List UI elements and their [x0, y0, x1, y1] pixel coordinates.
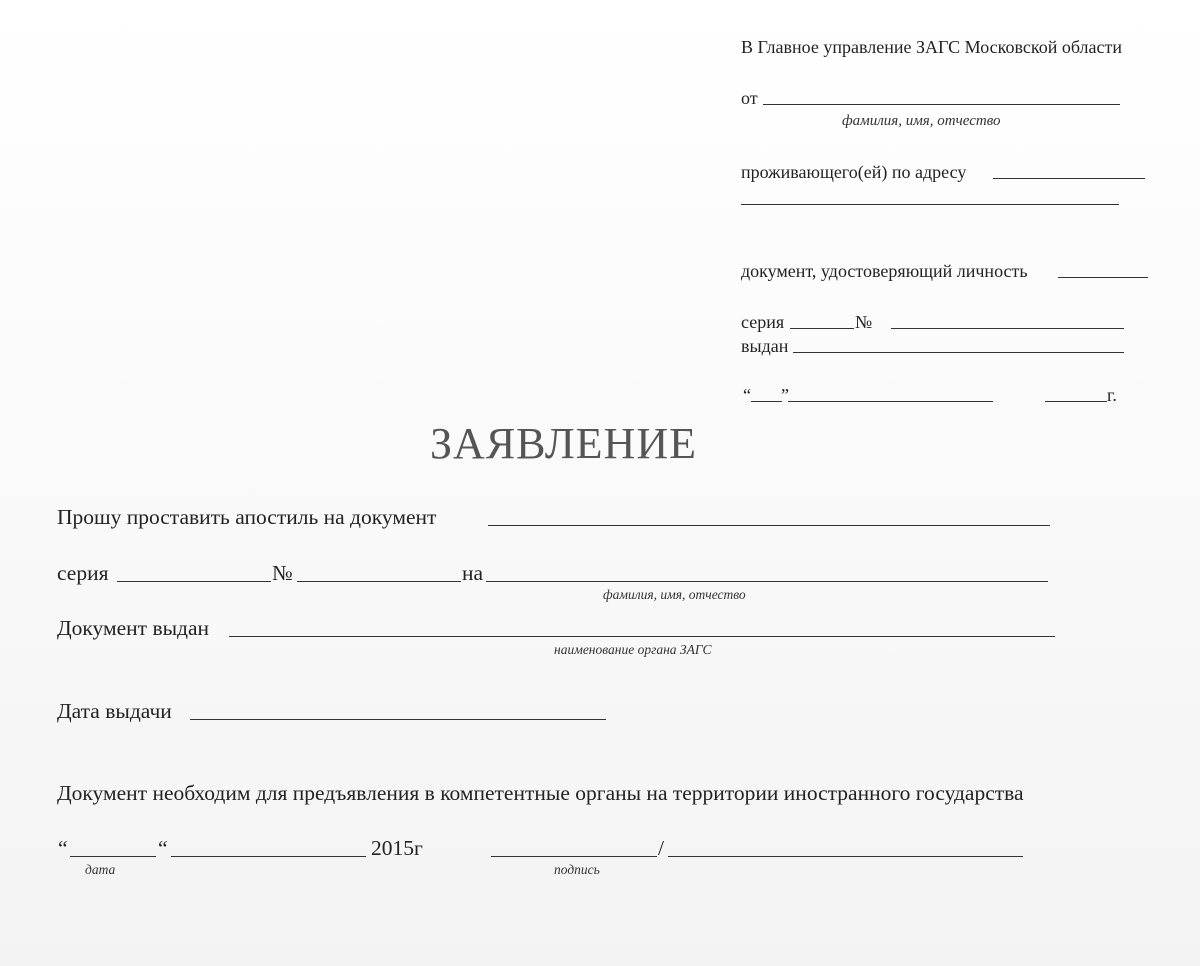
on-caption: фамилия, имя, отчество	[603, 587, 746, 602]
from-label: от	[741, 88, 758, 108]
footer-quote-mid: “	[158, 836, 168, 860]
address-field[interactable]	[993, 178, 1145, 179]
header-date-quote-close: ”	[781, 385, 789, 405]
header-number-sign: №	[855, 312, 873, 332]
header-date-day-field[interactable]	[751, 401, 782, 402]
doc-issued-caption: наименование органа ЗАГС	[554, 642, 712, 657]
document-field[interactable]	[488, 525, 1050, 526]
date-caption: дата	[85, 862, 116, 877]
footer-month-field[interactable]	[171, 856, 366, 857]
footer-day-field[interactable]	[70, 856, 156, 857]
header-year-suffix: г.	[1107, 385, 1117, 405]
id-doc-label: документ, удостоверяющий личность	[741, 261, 1028, 281]
address-label: проживающего(ей) по адресу	[741, 162, 967, 182]
on-label: на	[462, 561, 484, 585]
doc-issued-field[interactable]	[229, 636, 1055, 637]
purpose-statement: Документ необходим для предъявления в компетентные органы на территории иностранного государства	[57, 781, 1024, 805]
issue-date-label: Дата выдачи	[57, 699, 172, 723]
header-series-field[interactable]	[790, 328, 854, 329]
signature-name-field[interactable]	[668, 856, 1023, 857]
apostille-request-label: Прошу проставить апостиль на документ	[57, 505, 437, 529]
address-field-line2[interactable]	[741, 204, 1119, 205]
footer-year: 2015г	[371, 836, 423, 860]
from-field[interactable]	[763, 104, 1120, 105]
issued-label: выдан	[741, 336, 789, 356]
recipient-line: В Главное управление ЗАГС Московской области	[741, 37, 1123, 57]
issued-field[interactable]	[793, 352, 1124, 353]
signature-caption: подпись	[554, 862, 600, 877]
body-series-label: серия	[57, 561, 109, 585]
signature-slash: /	[658, 836, 664, 860]
header-date-year-field[interactable]	[1045, 401, 1107, 402]
id-doc-field[interactable]	[1058, 277, 1148, 278]
signature-field[interactable]	[491, 856, 657, 857]
body-series-field[interactable]	[117, 581, 271, 582]
body-number-field[interactable]	[297, 581, 461, 582]
on-name-field[interactable]	[486, 581, 1048, 582]
page-title: ЗАЯВЛЕНИЕ	[430, 419, 697, 468]
header-series-label: серия	[741, 312, 785, 332]
from-caption: фамилия, имя, отчество	[842, 113, 1001, 129]
header-date-quote-open: “	[743, 385, 751, 405]
header-number-field[interactable]	[891, 328, 1124, 329]
issue-date-field[interactable]	[190, 719, 606, 720]
body-number-sign: №	[272, 561, 293, 585]
header-date-month-field[interactable]	[788, 401, 993, 402]
footer-quote-open: “	[58, 836, 68, 860]
doc-issued-label: Документ выдан	[57, 616, 210, 640]
